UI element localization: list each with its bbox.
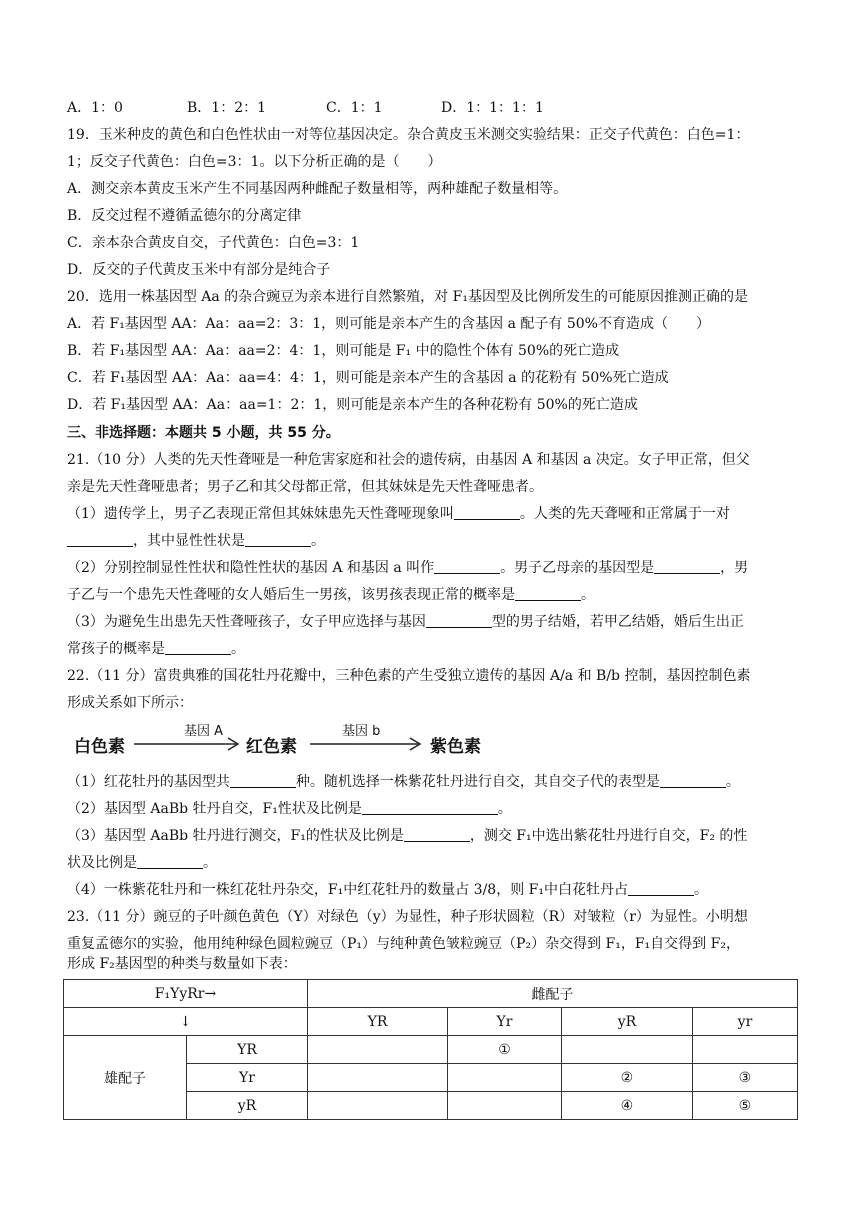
q22-p1a: （1）红花牡丹的基因型共 <box>67 774 230 790</box>
male-gamete-row1: YR <box>187 1036 308 1064</box>
q22-p3-line <box>67 826 807 846</box>
q21-period1: 。 <box>311 533 325 549</box>
q21-p2-line2 <box>67 585 807 605</box>
table-cell: ② <box>561 1064 692 1092</box>
q21-period3: 。 <box>231 641 245 657</box>
q21-blank6[interactable] <box>515 586 581 601</box>
gene-a-label: 基因 A <box>184 724 224 739</box>
q22-p4a: （4）一株紫花牡丹和一株红花牡丹杂交，F₁中红花牡丹的数量占 3/8，则 F₁中白花牡丹占 <box>67 882 628 898</box>
q19-option-a: A．测交亲本黄皮玉米产生不同基因两种雌配子数量相等，两种雄配子数量相等。 <box>67 181 568 197</box>
q21-p1a: （1）遗传学上，男子乙表现正常但其妹妹患先天性聋哑现象叫 <box>67 506 454 522</box>
q21-p2c: ，男 <box>720 560 749 576</box>
table-cell: ③ <box>692 1064 797 1092</box>
q22-p3b: ，测交 F₁中选出紫花牡丹进行自交，F₂ 的性 <box>469 828 748 844</box>
q21-p1b: 。人类的先天聋哑和正常属于一对 <box>519 506 730 522</box>
q22-p2-line <box>67 799 807 819</box>
q21-line1: 21.（10 分）人类的先天性聋哑是一种危害家庭和社会的遗传病，由基因 A 和基因 a 决定。女子甲正常，但父 <box>67 452 750 468</box>
table-cell <box>308 1064 448 1092</box>
q22-p1-line <box>67 772 807 792</box>
q22-p4-line <box>67 880 807 900</box>
female-gamete-yr-upper: YR <box>308 1008 448 1036</box>
q22-p3c: 状及比例是 <box>67 855 137 871</box>
q20-option-d: D．若 F₁基因型 AA：Aa：aa=1：2：1，则可能是亲本产生的各种花粉有 50%的死亡造成 <box>67 397 638 413</box>
q21-p2b: 。男子乙母亲的基因型是 <box>500 560 655 576</box>
q21-p3c: 常孩子的概率是 <box>67 641 165 657</box>
pigment-purple-label: 紫色素 <box>430 737 481 757</box>
table-cell <box>308 1036 448 1064</box>
pigment-white-label: 白色素 <box>74 737 125 757</box>
q21-p3b: 型的男子结婚，若甲乙结婚，婚后生出正 <box>491 614 744 630</box>
q21-p2d: 子乙与一个患先天性聋哑的女人婚后生一男孩，该男孩表现正常的概率是 <box>67 587 515 603</box>
q22-line2: 形成关系如下所示： <box>67 695 193 711</box>
q23-line3: 形成 F₂基因型的种类与数量如下表： <box>67 956 297 972</box>
table-corner-bottom: ↓ <box>64 1008 308 1036</box>
q21-p2-line <box>67 558 807 578</box>
q21-blank4[interactable] <box>434 559 500 574</box>
q22-period4: 。 <box>694 882 708 898</box>
table-cell <box>447 1092 561 1120</box>
table-cell <box>447 1064 561 1092</box>
q18-option-a: A．1：0 <box>67 100 123 116</box>
table-female-header: 雌配子 <box>308 980 798 1008</box>
female-gamete-yr-cap-r: yR <box>561 1008 692 1036</box>
q21-blank8[interactable] <box>165 640 231 655</box>
q22-period1: 。 <box>725 774 740 790</box>
q21-p1c: ，其中显性性状是 <box>133 533 245 549</box>
q21-blank1[interactable] <box>454 505 520 520</box>
q22-blank5[interactable] <box>137 854 203 869</box>
q22-blank4[interactable] <box>404 827 470 842</box>
q18-option-c: C．1：1 <box>326 100 383 116</box>
table-male-header: 雄配子 <box>64 1036 187 1120</box>
q21-blank3[interactable] <box>245 532 311 547</box>
q22-blank1[interactable] <box>230 773 296 788</box>
q22-p3-line2 <box>67 853 807 873</box>
female-gamete-yr-lower: yr <box>692 1008 797 1036</box>
q21-p3-line2 <box>67 639 807 659</box>
q21-p1-line <box>67 504 807 524</box>
male-gamete-row3: yR <box>187 1092 308 1120</box>
table-cell: ① <box>447 1036 561 1064</box>
q22-period3: 。 <box>203 855 217 871</box>
q20-option-b: B．若 F₁基因型 AA：Aa：aa=2：4：1，则可能是 F₁ 中的隐性个体有 50%的死亡造成 <box>67 343 620 359</box>
pigment-pathway-diagram <box>74 720 504 760</box>
q19-stem-line2: 1；反交子代黄色：白色=3：1。以下分析正确的是（ ） <box>67 154 442 170</box>
q20-option-c: C．若 F₁基因型 AA：Aa：aa=4：4：1，则可能是亲本产生的含基因 a 的花粉有 50%死亡造成 <box>67 370 669 386</box>
table-cell: ⑤ <box>692 1092 797 1120</box>
q22-p1b: 种。随机选择一株紫花牡丹进行自交，其自交子代的表型是 <box>295 774 660 790</box>
q21-p1-line2 <box>67 531 807 551</box>
q22-line1: 22.（11 分）富贵典雅的国花牡丹花瓣中，三种色素的产生受独立遗传的基因 A/a 和 B/b 控制，基因控制色素 <box>67 668 751 684</box>
q19-stem-line1: 19．玉米种皮的黄色和白色性状由一对等位基因决定。杂合黄皮玉米测交实验结果：正交子代黄色：白色=1： <box>67 127 750 143</box>
q21-blank7[interactable] <box>426 613 492 628</box>
q23-line1: 23.（11 分）豌豆的子叶颜色黄色（Y）对绿色（y）为显性，种子形状圆粒（R）对皱粒（r）为显性。小明想 <box>67 909 748 925</box>
q23-line2: 重复孟德尔的实验，他用纯种绿色圆粒豌豆（P₁）与纯种黄色皱粒豌豆（P₂）杂交得到 F₁，F₁自交得到 F₂， <box>67 936 740 952</box>
arrow-2-icon <box>308 734 424 754</box>
q19-option-b: B．反交过程不遵循孟德尔的分离定律 <box>67 208 302 224</box>
q22-blank6[interactable] <box>628 881 694 896</box>
q22-blank2[interactable] <box>660 773 726 788</box>
q19-option-d: D．反交的子代黄皮玉米中有部分是纯合子 <box>67 262 331 278</box>
pigment-red-label: 红色素 <box>246 737 297 757</box>
q22-p3a: （3）基因型 AaBb 牡丹进行测交，F₁的性状及比例是 <box>67 828 404 844</box>
q22-p2a: （2）基因型 AaBb 牡丹自交，F₁性状及比例是 <box>67 801 362 817</box>
female-gamete-yr: Yr <box>447 1008 561 1036</box>
q22-period2: 。 <box>497 801 512 817</box>
arrow-1-icon <box>132 734 242 754</box>
q21-blank2[interactable] <box>67 532 133 547</box>
q21-p2a: （2）分别控制显性性状和隐性性状的基因 A 和基因 a 叫作 <box>67 560 435 576</box>
gene-b-label: 基因 b <box>342 724 381 739</box>
q21-line2: 亲是先天性聋哑患者；男子乙和其父母都正常，但其妹妹是先天性聋哑患者。 <box>67 479 543 495</box>
table-cell <box>308 1092 448 1120</box>
q18-option-d: D．1：1：1：1 <box>441 100 544 116</box>
q19-option-c: C．亲本杂合黄皮自交，子代黄色：白色=3：1 <box>67 235 360 251</box>
table-cell <box>692 1036 797 1064</box>
table-cell: ④ <box>561 1092 692 1120</box>
section3-title: 三、非选择题：本题共 5 小题，共 55 分。 <box>67 425 340 441</box>
q20-stem: 20．选用一株基因型 Aa 的杂合豌豆为亲本进行自然繁殖，对 F₁基因型及比例所发生的可能原因推测正确的是 <box>67 289 748 305</box>
table-cell <box>561 1036 692 1064</box>
q21-blank5[interactable] <box>654 559 720 574</box>
q21-p3a: （3）为避免生出患先天性聋哑孩子，女子甲应选择与基因 <box>67 614 426 630</box>
genotype-table <box>63 979 798 1120</box>
table-corner-top: F₁YyRr→ <box>64 980 308 1008</box>
q18-option-b: B．1：2：1 <box>187 100 267 116</box>
q21-p3-line <box>67 612 807 632</box>
q20-option-a: A．若 F₁基因型 AA：Aa：aa=2：3：1，则可能是亲本产生的含基因 a 配子有 50%不育造成（ ） <box>67 316 710 332</box>
q22-blank3[interactable] <box>362 800 498 815</box>
male-gamete-row2: Yr <box>187 1064 308 1092</box>
q21-period2: 。 <box>581 587 595 603</box>
